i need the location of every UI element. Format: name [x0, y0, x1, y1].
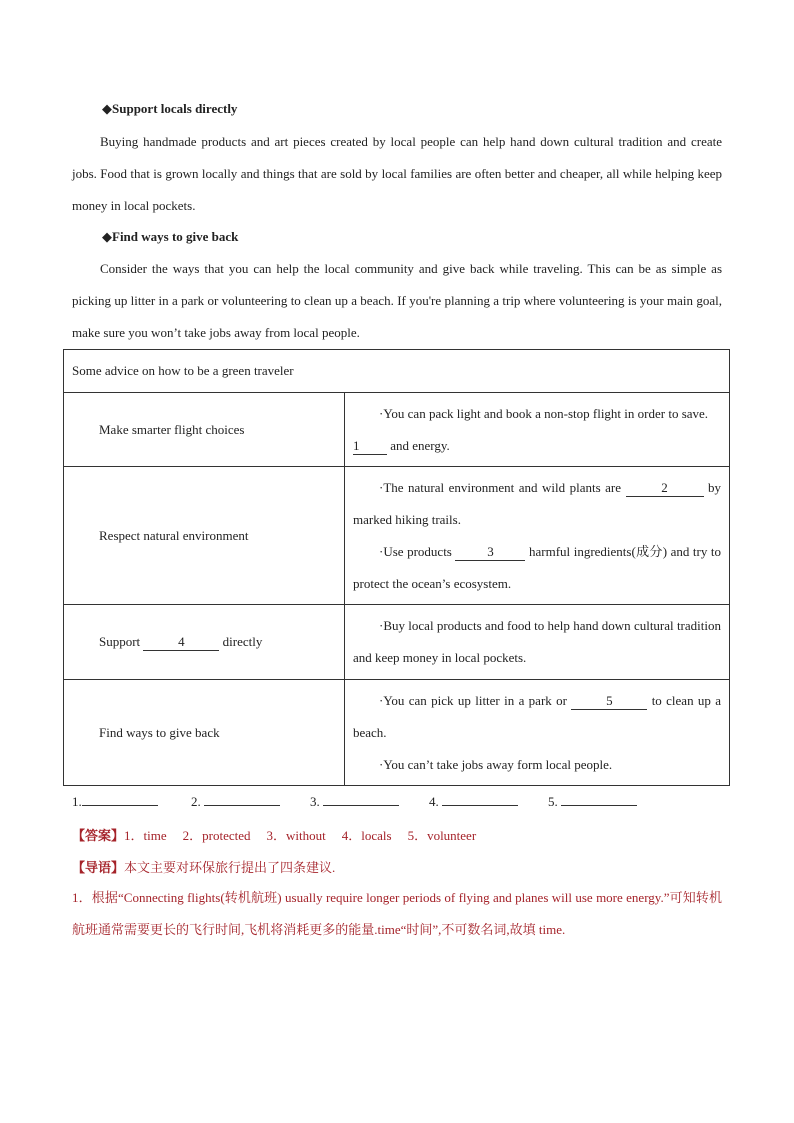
answer-blanks — [72, 793, 722, 810]
answer-number: 3. — [310, 794, 320, 809]
row1-left: Make smarter flight choices — [64, 393, 345, 467]
answer-input-3[interactable] — [323, 793, 399, 806]
row4-line1-a: ·You can pick up litter in a park or — [379, 692, 567, 708]
support-heading: ◆Support locals directly — [102, 101, 238, 116]
row4-left: Find ways to give back — [64, 680, 345, 786]
guide-text: 本文主要对环保旅行提出了四条建议. — [124, 860, 336, 875]
answer-input-1[interactable] — [82, 793, 158, 806]
answer-blank-item — [429, 793, 548, 810]
blank-5[interactable]: 5 — [571, 693, 647, 710]
answer-blank-item — [310, 793, 429, 810]
answer-number: 2. — [191, 794, 201, 809]
support-paragraph — [72, 126, 722, 222]
blank-1[interactable]: 1 — [353, 438, 387, 455]
giveback-paragraph-text: Consider the ways that you can help the local community and give back while traveling. This can be as simple as picking up litter in a park or volunteering to clean up a beach. If you're planning a trip where volunteering is your main goal, make sure you won’t take jobs away from local people. — [72, 261, 722, 340]
table-row — [64, 680, 730, 786]
row4-line2: ·You can’t take jobs away form local people. — [379, 756, 613, 772]
table-row — [64, 605, 730, 680]
answer-blank-item — [191, 793, 310, 810]
answer-input-5[interactable] — [561, 793, 637, 806]
blank-3[interactable]: 3 — [455, 544, 525, 561]
answer-input-2[interactable] — [204, 793, 280, 806]
answer-blank-item — [548, 793, 667, 810]
table-title: Some advice on how to be a green traveler — [64, 350, 730, 393]
guide-label: 【导语】 — [72, 860, 125, 875]
blank-4[interactable]: 4 — [143, 634, 219, 651]
row3-left-a: Support — [99, 633, 141, 649]
row3-right — [345, 605, 730, 680]
table-row — [64, 467, 730, 605]
row2-line1-b: by marked hiking trails. — [353, 479, 721, 527]
row3-left-b: directly — [222, 633, 263, 649]
giveback-paragraph — [72, 253, 722, 349]
row2-line1-a: ·The natural environment and wild plants are — [379, 479, 622, 495]
table-row — [64, 393, 730, 467]
answer-key-item: 5．volunteer — [407, 828, 477, 843]
answer-key-label: 【答案】 — [72, 828, 125, 843]
row2-line2-a: ·Use products — [379, 543, 452, 559]
answer-key-item: 1．time — [124, 828, 167, 843]
answer-key-item: 3．without — [266, 828, 326, 843]
row2-left: Respect natural environment — [64, 467, 345, 605]
answer-key-item: 4．locals — [341, 828, 392, 843]
row4-line1-b: to clean up a beach. — [353, 692, 722, 740]
row4-right — [345, 680, 730, 786]
row2-right — [345, 467, 730, 605]
answer-key-item: 2．protected — [182, 828, 251, 843]
row1-text-a: ·You can pack light and book a non-stop flight in order to save. — [379, 405, 709, 421]
answer-number: 1. — [72, 794, 82, 809]
row3-right-text: ·Buy local products and food to help hand down cultural tradition and keep money in local pockets. — [353, 618, 721, 665]
row3-left — [64, 605, 345, 680]
advice-table — [63, 349, 730, 786]
blank-2[interactable]: 2 — [626, 480, 704, 497]
row2-line2-b: harmful ingredients(成分) and try to protect the ocean’s ecosystem. — [353, 543, 722, 591]
answer-key — [72, 825, 492, 844]
explanation: 1．根据“Connecting flights(转机航班) usually require longer periods of flying and planes will use more energy.”可知转机航班通常需要更长的飞行时间,飞机将消耗更多的能量.time“时间”,不可数名词,故填 time. — [72, 890, 722, 937]
guide — [72, 857, 335, 876]
answer-number: 4. — [429, 794, 439, 809]
row1-text-b: and energy. — [390, 437, 450, 453]
answer-input-4[interactable] — [442, 793, 518, 806]
support-paragraph-text: Buying handmade products and art pieces created by local people can help hand down cultural tradition and create jobs. Food that is grown locally and things that are sold by local families are often better and cheaper, all while helping keep money in local pockets. — [72, 134, 722, 213]
giveback-heading: ◆Find ways to give back — [102, 229, 239, 244]
row1-right — [345, 393, 730, 467]
answer-number: 5. — [548, 794, 558, 809]
answer-blank-item — [72, 793, 191, 810]
